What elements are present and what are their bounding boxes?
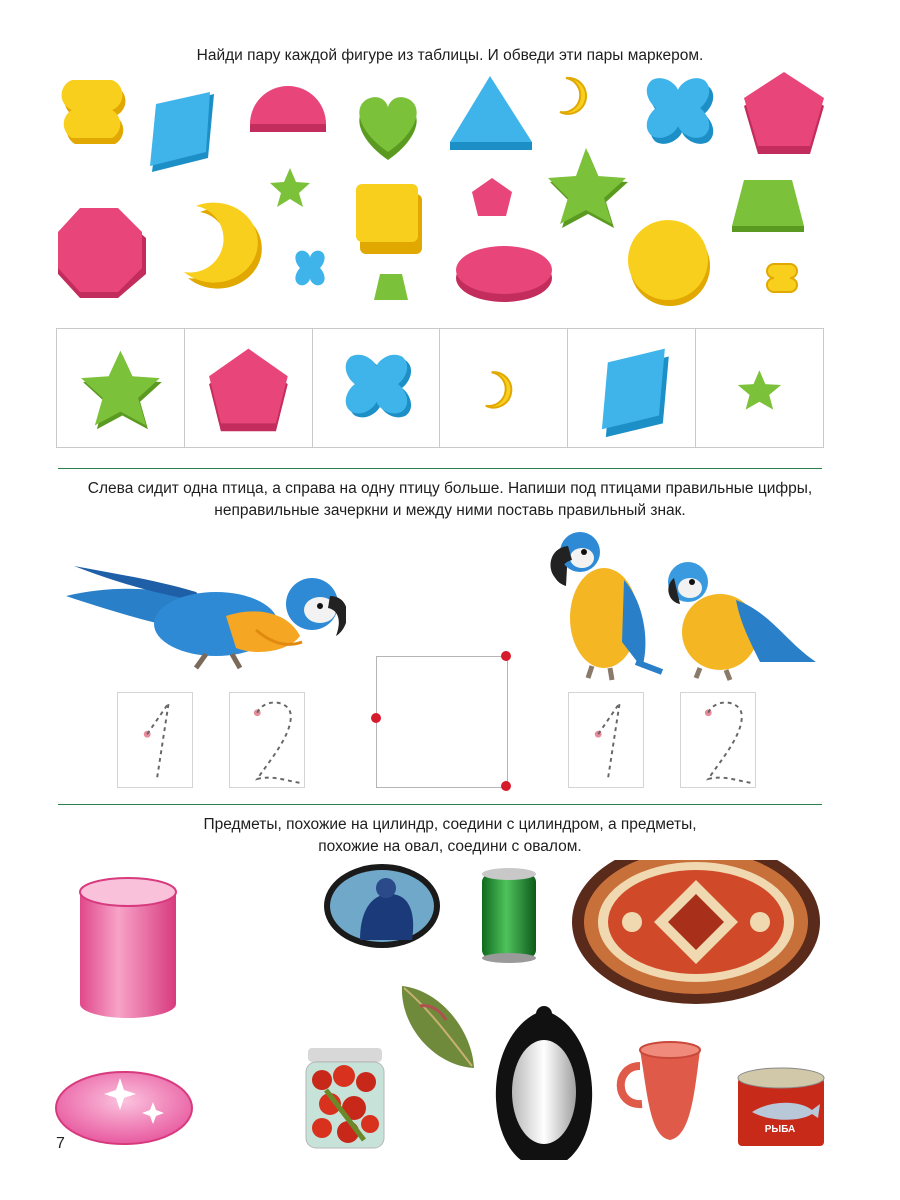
- left-digit-box-2[interactable]: [229, 692, 305, 788]
- dashed-digit-two: [681, 693, 755, 787]
- green-small-star-icon: [696, 329, 823, 447]
- green-star-icon: [57, 329, 184, 447]
- section3-instruction-line1: Предметы, похожие на цилиндр, соедини с цилиндром, а предметы,: [203, 816, 697, 833]
- sign-square[interactable]: [376, 656, 508, 788]
- blue-cross-icon: [313, 329, 440, 447]
- pink-octagon-shape[interactable]: [58, 208, 146, 298]
- pink-oval-object[interactable]: [56, 1072, 192, 1144]
- yellow-circle-shape[interactable]: [628, 220, 710, 306]
- leaf-object[interactable]: [402, 986, 474, 1068]
- green-heart-shape[interactable]: [359, 97, 416, 160]
- tomato-jar-object[interactable]: [306, 1048, 384, 1148]
- right-digit-box-1[interactable]: [568, 692, 644, 788]
- yellow-small-quatrefoil-shape[interactable]: [767, 264, 797, 292]
- two-parrots-image: [540, 522, 830, 682]
- pink-ellipse-shape[interactable]: [456, 246, 552, 302]
- can-label: РЫБА: [764, 1124, 796, 1135]
- pink-semicircle-shape[interactable]: [250, 86, 326, 132]
- oval-carpet-object[interactable]: [572, 860, 820, 1004]
- shape-table: [56, 328, 824, 448]
- section2-instruction: Слева сидит одна птица, а справа на одну птицу больше. Напиши под птицами правильные цифры, неправильные зачеркни и между ними поставь правильный знак.: [87, 480, 813, 519]
- blue-rhombus-icon: [568, 329, 695, 447]
- pink-pentagon-icon: [185, 329, 312, 447]
- right-digit-box-2[interactable]: [680, 692, 756, 788]
- pink-pentagon-shape[interactable]: [744, 72, 824, 154]
- section-divider-2: [58, 804, 822, 805]
- single-parrot-image: [56, 556, 346, 676]
- section-divider-1: [58, 468, 822, 469]
- blue-cross-shape[interactable]: [647, 78, 713, 144]
- dashed-digit-one: [569, 693, 643, 787]
- objects-collection: [0, 860, 900, 1160]
- page-number: 7: [56, 1135, 65, 1152]
- dot-bottom-right: [501, 781, 511, 791]
- yellow-small-crescent-shape[interactable]: [560, 78, 586, 114]
- table-cell-blue-rhombus[interactable]: [568, 329, 696, 447]
- table-cell-green-small-star[interactable]: [696, 329, 823, 447]
- dashed-digit-one: [118, 693, 192, 787]
- blue-rhombus-shape[interactable]: [150, 92, 214, 172]
- pink-small-pentagon-shape[interactable]: [472, 178, 512, 216]
- dot-middle-left: [371, 713, 381, 723]
- green-can-object[interactable]: [482, 868, 536, 963]
- shapes-collection: [0, 60, 900, 320]
- oval-portrait-object[interactable]: [324, 864, 440, 948]
- pink-cylinder-object[interactable]: [80, 878, 176, 1018]
- table-cell-yellow-crescent[interactable]: [440, 329, 568, 447]
- yellow-crescent-shape[interactable]: [184, 203, 262, 289]
- yellow-square-shape[interactable]: [356, 184, 422, 254]
- red-mug-object[interactable]: [621, 1042, 700, 1140]
- section1-instruction: Найди пару каждой фигуре из таблицы. И обведи эти пары маркером.: [196, 47, 704, 64]
- blue-triangle-shape[interactable]: [450, 76, 532, 150]
- dot-top-right: [501, 651, 511, 661]
- left-digit-box-1[interactable]: [117, 692, 193, 788]
- yellow-crescent-icon: [440, 329, 567, 447]
- table-cell-pink-pentagon[interactable]: [185, 329, 313, 447]
- table-cell-blue-cross[interactable]: [313, 329, 441, 447]
- ornate-mirror-object[interactable]: [496, 1006, 592, 1160]
- green-trapezoid-shape[interactable]: [732, 180, 804, 232]
- blue-small-cross-shape[interactable]: [295, 251, 324, 286]
- table-cell-green-star[interactable]: [57, 329, 185, 447]
- green-small-trapezoid-shape[interactable]: [374, 274, 408, 300]
- green-small-star-shape[interactable]: [270, 168, 310, 207]
- yellow-quatrefoil-shape[interactable]: [62, 80, 126, 144]
- section3-instruction-line2: похожие на овал, соедини с овалом.: [318, 838, 582, 855]
- green-star-shape[interactable]: [548, 148, 628, 228]
- dashed-digit-two: [230, 693, 304, 787]
